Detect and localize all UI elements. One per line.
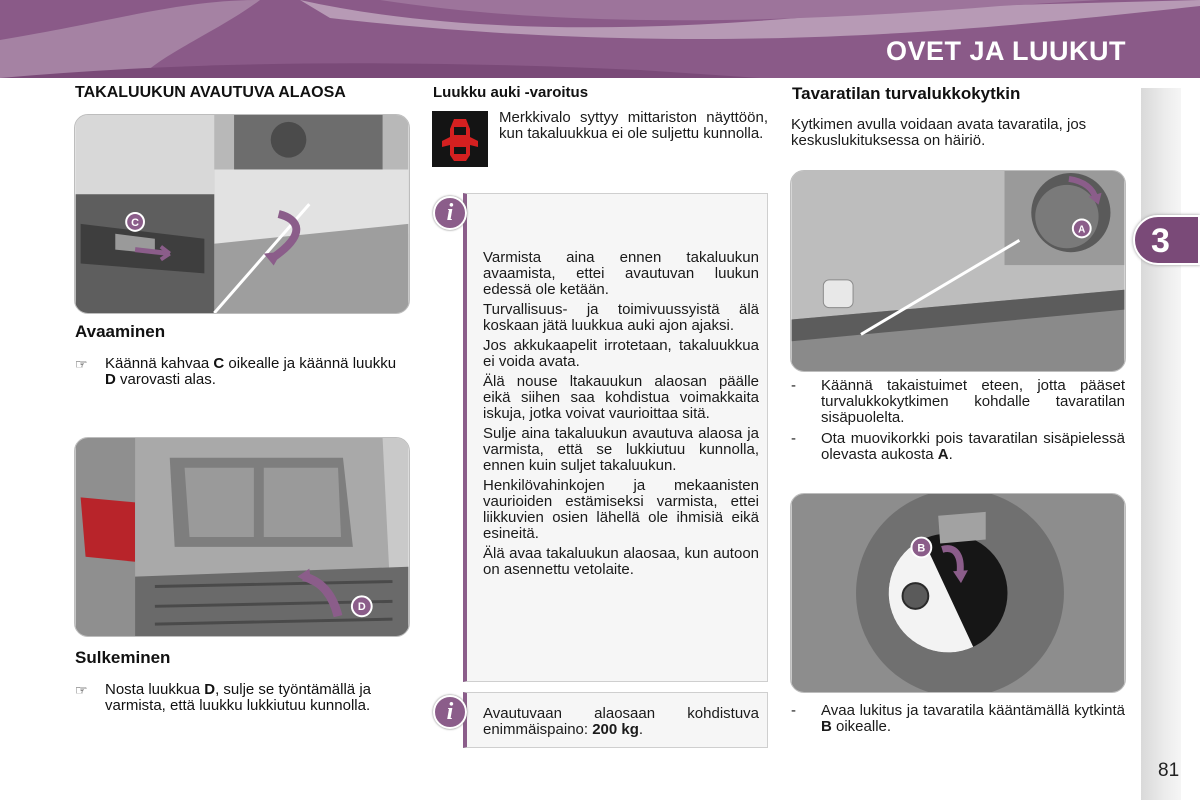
tailgate-closing-illustration bbox=[74, 437, 410, 637]
opening-heading: Avaaminen bbox=[75, 322, 166, 341]
sidebar-strip bbox=[1141, 88, 1181, 800]
info-icon: i bbox=[433, 695, 467, 729]
section-heading-trunk-safety-switch: Tavaratilan turvalukkokytkin bbox=[792, 84, 1021, 103]
page-number: 81 bbox=[1158, 760, 1180, 781]
load-limit-info-box bbox=[463, 692, 768, 748]
info-paragraph: Henkilövahinkojen ja mekaanisten vaurioiden estämiseksi varmista, ettei liikkuvien osien lähellä ole ihmisiä eikä esineitä. bbox=[483, 477, 759, 542]
closing-instruction: ☞ Nosta luukkua D, sulje se työntämällä ja varmista, että luukku lukkiutuu kunnolla. bbox=[75, 681, 371, 714]
tailgate-opening-illustration bbox=[74, 114, 410, 314]
chapter-header-band bbox=[0, 0, 1200, 78]
info-paragraph: Älä nouse ltakauukun alaosan päälle eikä siihen saa kohdistua voimakkaita iskuja, jotka voivat vaurioittaa sitä. bbox=[483, 373, 759, 422]
trunk-switch-intro: Kytkimen avulla voidaan avata tavaratila, jos keskuslukituksessa on häiriö. bbox=[791, 116, 1087, 149]
hand-pointer-icon: ☞ bbox=[75, 356, 88, 372]
callout-a-label: A bbox=[1078, 224, 1086, 236]
trunk-step-turn-switch: - Avaa lukitus ja tavaratila kääntämällä kytkintä B oikealle. bbox=[791, 702, 1125, 735]
info-paragraph: Jos akkukaapelit irrotetaan, takaluukkua ei voida avata. bbox=[483, 337, 759, 370]
info-paragraph: Sulje aina takaluukun avautuva alaosa ja varmista, että se lukkiutuu kunnolla, ennen kuin suljet takaluukun. bbox=[483, 425, 759, 474]
safety-info-text bbox=[483, 250, 759, 582]
hand-pointer-icon: ☞ bbox=[75, 682, 88, 698]
trunk-switch-rotation-drawing bbox=[791, 494, 1125, 692]
tailgate-opening-drawing bbox=[75, 115, 409, 313]
trunk-switch-location-drawing bbox=[791, 171, 1125, 371]
chapter-tab[interactable] bbox=[1133, 215, 1200, 265]
callout-d-label: D bbox=[357, 601, 366, 614]
trunk-step-remove-cap: - Ota muovikorkki pois tavaratilan sisäpielessä olevasta aukosta A. bbox=[791, 430, 1125, 463]
callout-b-label: B bbox=[917, 542, 926, 555]
load-limit-text: Avautuvaan alaosaan kohdistuva enimmäispaino: 200 kg. bbox=[483, 705, 759, 738]
chapter-title: OVET JA LUUKUT bbox=[885, 36, 1126, 66]
section-heading-lower-tailgate: TAKALUUKUN AVAUTUVA ALAOSA bbox=[75, 84, 346, 101]
info-paragraph: Turvallisuus- ja toimivuussyistä älä koskaan jätä luukkua auki ajon ajaksi. bbox=[483, 301, 759, 334]
trunk-step-fold-seats: - Käännä takaistuimet eteen, jotta pääset turvalukkokytkimen kohdalle tavaratilan sisäpuolelta. bbox=[791, 377, 1125, 426]
opening-instruction: ☞ Käännä kahvaa C oikealle ja käännä luukku D varovasti alas. bbox=[75, 355, 397, 388]
closing-heading: Sulkeminen bbox=[75, 648, 171, 667]
info-icon: i bbox=[433, 196, 467, 230]
trunk-switch-rotation-illustration bbox=[790, 493, 1126, 693]
warning-description: Merkkivalo syttyy mittariston näyttöön, kun takaluukkua ei ole suljettu kunnolla. bbox=[499, 109, 768, 142]
callout-c-label: C bbox=[131, 216, 140, 229]
safety-info-box bbox=[463, 193, 768, 682]
info-paragraph: Varmista aina ennen takaluukun avaamista, ettei avautuvan luukun edessä ole ketään. bbox=[483, 249, 759, 298]
section-heading-door-open-warning: Luukku auki -varoitus bbox=[433, 84, 589, 101]
info-paragraph: Älä avaa takaluukun alaosaa, kun autoon on asennettu vetolaite. bbox=[483, 545, 759, 578]
tailgate-closing-drawing bbox=[75, 438, 409, 636]
trunk-switch-location-illustration bbox=[790, 170, 1126, 372]
chapter-number: 3 bbox=[1151, 222, 1170, 260]
car-door-open-warning-icon bbox=[432, 111, 488, 167]
